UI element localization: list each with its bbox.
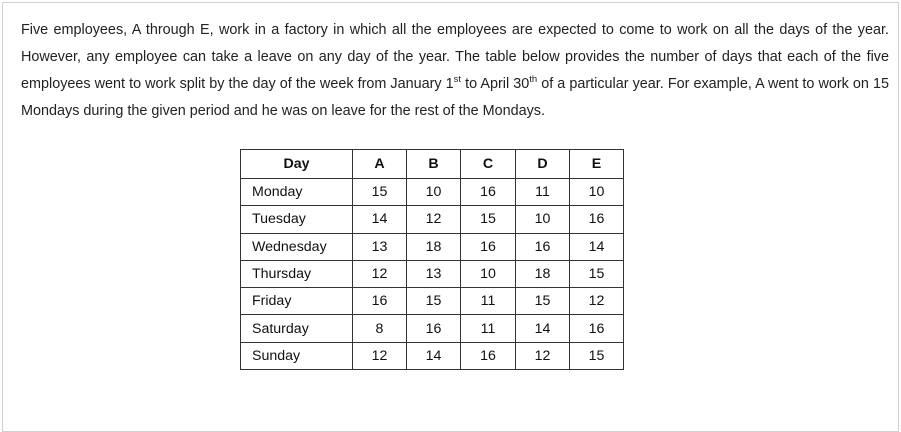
table-cell: 15 bbox=[461, 206, 516, 233]
table-row bbox=[241, 179, 624, 206]
paragraph-text-2: to April 30 bbox=[461, 76, 530, 92]
superscript-st: st bbox=[453, 74, 462, 86]
table-cell: 10 bbox=[570, 179, 624, 206]
table-cell: 13 bbox=[407, 260, 461, 287]
table-cell: 11 bbox=[461, 288, 516, 315]
table-header-row bbox=[241, 150, 624, 179]
table-row bbox=[241, 233, 624, 260]
table-row bbox=[241, 260, 624, 287]
table-cell: 15 bbox=[407, 288, 461, 315]
table-row bbox=[241, 206, 624, 233]
superscript-th: th bbox=[529, 74, 538, 86]
table-cell: 10 bbox=[407, 179, 461, 206]
table-cell: 15 bbox=[353, 179, 407, 206]
table-cell: 14 bbox=[407, 342, 461, 369]
table-cell: 15 bbox=[570, 342, 624, 369]
header-employee-c: C bbox=[461, 150, 516, 179]
table-cell: 16 bbox=[570, 206, 624, 233]
table-cell: 18 bbox=[407, 233, 461, 260]
table-cell: 10 bbox=[516, 206, 570, 233]
table-cell: 18 bbox=[516, 260, 570, 287]
row-day-label: Monday bbox=[241, 179, 353, 206]
row-day-label: Friday bbox=[241, 288, 353, 315]
table-cell: 12 bbox=[353, 260, 407, 287]
table-cell: 14 bbox=[516, 315, 570, 342]
header-employee-a: A bbox=[353, 150, 407, 179]
table-cell: 14 bbox=[353, 206, 407, 233]
row-day-label: Saturday bbox=[241, 315, 353, 342]
row-day-label: Wednesday bbox=[241, 233, 353, 260]
table-cell: 12 bbox=[570, 288, 624, 315]
table-cell: 16 bbox=[516, 233, 570, 260]
question-paragraph bbox=[21, 17, 889, 125]
table-cell: 15 bbox=[516, 288, 570, 315]
table-cell: 14 bbox=[570, 233, 624, 260]
table-cell: 16 bbox=[407, 315, 461, 342]
row-day-label: Sunday bbox=[241, 342, 353, 369]
header-employee-e: E bbox=[570, 150, 624, 179]
paragraph-text-3: of a particular year. For example, A went to work on 15 Mondays during the given period and he was on leave for the rest of the Mondays. bbox=[21, 76, 889, 119]
table-cell: 16 bbox=[461, 233, 516, 260]
header-employee-b: B bbox=[407, 150, 461, 179]
table-cell: 16 bbox=[461, 179, 516, 206]
table-cell: 12 bbox=[407, 206, 461, 233]
table-cell: 11 bbox=[461, 315, 516, 342]
table-row bbox=[241, 288, 624, 315]
table-cell: 16 bbox=[570, 315, 624, 342]
table-cell: 12 bbox=[516, 342, 570, 369]
table-cell: 16 bbox=[353, 288, 407, 315]
row-day-label: Tuesday bbox=[241, 206, 353, 233]
header-employee-d: D bbox=[516, 150, 570, 179]
attendance-table bbox=[240, 149, 624, 370]
paragraph-text-1: Five employees, A through E, work in a factory in which all the employees are expected to come to work on all the days of the year. However, any employee can take a leave on any day of the year. The table below provides the number of days that each of the five employees went to work split by the day of the week from January 1 bbox=[21, 22, 889, 92]
table-cell: 16 bbox=[461, 342, 516, 369]
table-cell: 10 bbox=[461, 260, 516, 287]
table-cell: 13 bbox=[353, 233, 407, 260]
header-day: Day bbox=[241, 150, 353, 179]
table-row bbox=[241, 342, 624, 369]
row-day-label: Thursday bbox=[241, 260, 353, 287]
table-cell: 8 bbox=[353, 315, 407, 342]
table-row bbox=[241, 315, 624, 342]
table-cell: 12 bbox=[353, 342, 407, 369]
table-cell: 15 bbox=[570, 260, 624, 287]
table-cell: 11 bbox=[516, 179, 570, 206]
